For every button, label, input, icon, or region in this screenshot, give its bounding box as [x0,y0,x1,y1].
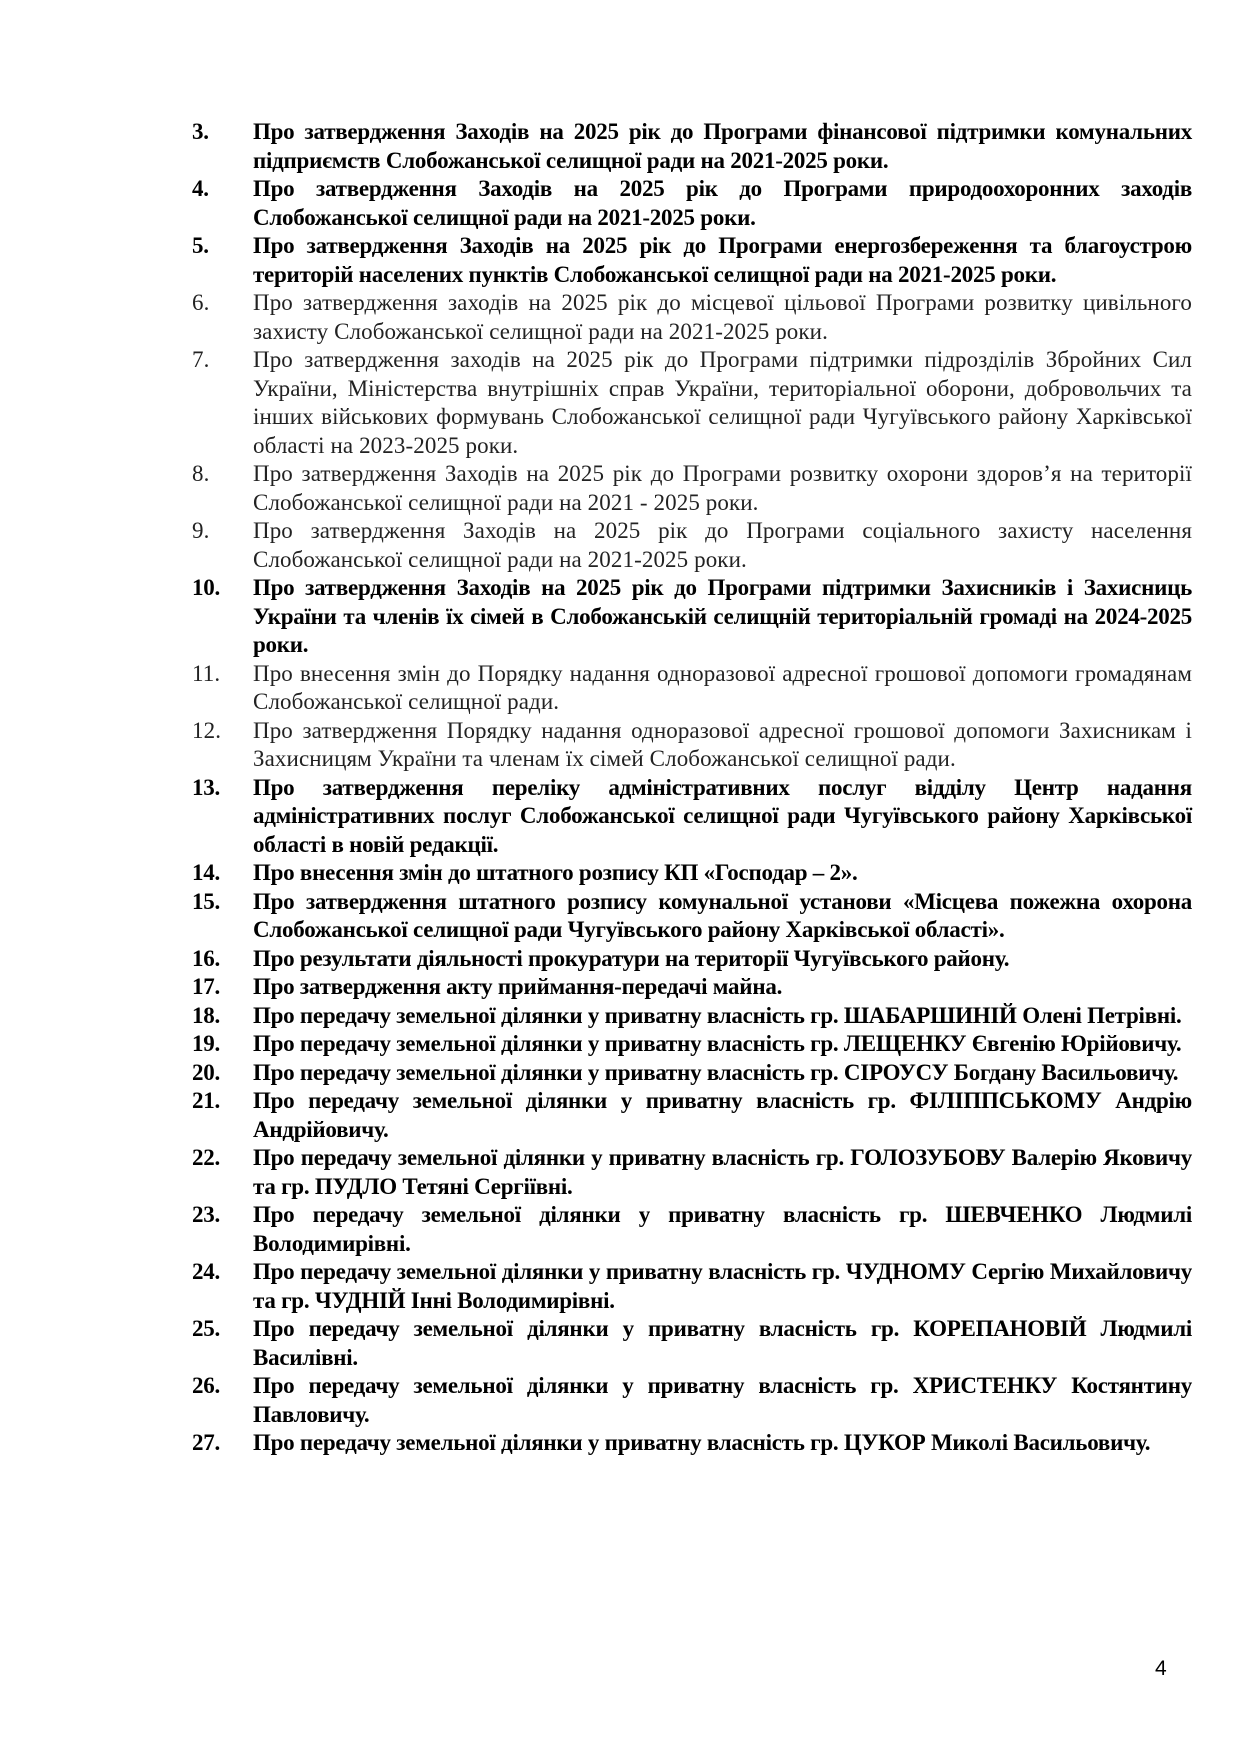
agenda-item [192,774,1192,860]
item-number: 4. [192,176,209,201]
agenda-item [192,973,1192,1002]
item-text: Про затвердження заходів на 2025 рік до Програми підтримки підрозділів Збройних Сил України, Міністерства внутрішніх справ України, територіальної оборони, добровольчих та інших військових формувань Слобожанської селищної ради Чугуївського району Харківської області на 2023-2025 роки. [253,347,1192,458]
agenda-item [192,1030,1192,1059]
agenda-item [192,175,1192,232]
agenda-item [192,289,1192,346]
agenda-item [192,232,1192,289]
agenda-item [192,1429,1192,1458]
item-number: 17. [192,974,220,999]
agenda-item [192,346,1192,460]
agenda-item [192,859,1192,888]
item-text: Про затвердження Заходів на 2025 рік до Програми енергозбереження та благоустрою територій населених пунктів Слобожанської селищної ради на 2021-2025 роки. [253,233,1192,287]
item-text: Про передачу земельної ділянки у приватну власність гр. ФІЛІППСЬКОМУ Андрію Андрійовичу. [253,1088,1192,1142]
item-text: Про результати діяльності прокуратури на території Чугуївського району. [253,945,1010,971]
agenda-list [192,118,1192,1458]
item-number: 5. [192,233,209,258]
item-text: Про затвердження Заходів на 2025 рік до Програми розвитку охорони здоров’я на території Слобожанської селищної ради на 2021 - 2025 роки. [253,461,1192,515]
item-text: Про передачу земельної ділянки у приватну власність гр. ЦУКОР Миколі Васильовичу. [253,1430,1151,1455]
item-number: 9. [192,518,210,543]
item-text: Про затвердження акту приймання-передачі майна. [253,974,783,999]
item-number: 26. [192,1373,220,1398]
agenda-item [192,1201,1192,1258]
item-number: 20. [192,1059,220,1085]
item-number: 16. [192,945,220,971]
item-number: 3. [192,119,209,144]
item-number: 22. [192,1145,220,1170]
item-number: 21. [192,1088,220,1113]
item-number: 7. [192,347,210,372]
item-text: Про затвердження Заходів на 2025 рік до Програми природоохоронних заходів Слобожанської селищної ради на 2021-2025 роки. [253,176,1192,230]
item-number: 6. [192,290,210,315]
item-number: 12. [192,717,222,743]
item-text: Про передачу земельної ділянки у приватну власність гр. ШЕВЧЕНКО Людмилі Володимирівні. [253,1202,1192,1256]
agenda-item [192,574,1192,660]
item-number: 10. [192,575,220,600]
item-number: 11. [192,660,221,686]
item-number: 19. [192,1031,220,1056]
item-text: Про внесення змін до штатного розпису КП «Господар – 2». [253,860,858,885]
item-number: 25. [192,1316,220,1341]
agenda-item [192,460,1192,517]
item-text: Про передачу земельної ділянки у приватну власність гр. ЛЕЩЕНКУ Євгенію Юрійовичу. [253,1031,1182,1056]
item-number: 14. [192,860,220,885]
agenda-item [192,945,1192,974]
agenda-item [192,1144,1192,1201]
agenda-item [192,1059,1192,1088]
item-number: 24. [192,1259,220,1284]
agenda-item [192,118,1192,175]
item-number: 27. [192,1430,220,1455]
item-text: Про затвердження Заходів на 2025 рік до Програми фінансової підтримки комунальних підприємств Слобожанської селищної ради на 2021-2025 роки. [253,119,1192,173]
item-text: Про затвердження штатного розпису комунальної установи «Місцева пожежна охорона Слобожанської селищної ради Чугуївського району Харківської області». [253,888,1192,942]
item-text: Про затвердження Заходів на 2025 рік до Програми соціального захисту населення Слобожанської селищної ради на 2021-2025 роки. [253,518,1192,572]
item-text: Про затвердження заходів на 2025 рік до місцевої цільової Програми розвитку цивільного захисту Слобожанської селищної ради на 2021-2025 роки. [253,290,1192,344]
item-text: Про затвердження переліку адміністративних послуг відділу Центр надання адміністративних послуг Слобожанської селищної ради Чугуївського району Харківської області в новій редакції. [253,774,1192,857]
item-number: 18. [192,1002,220,1028]
agenda-item [192,1087,1192,1144]
item-text: Про передачу земельної ділянки у приватну власність гр. ГОЛОЗУБОВУ Валерію Яковичу та гр. ПУДЛО Тетяні Сергіївні. [253,1145,1192,1199]
item-text: Про внесення змін до Порядку надання одноразової адресної грошової допомоги громадянам Слобожанської селищної ради. [253,660,1192,714]
item-text: Про передачу земельної ділянки у приватну власність гр. ШАБАРШИНІЙ Олені Петрівні. [253,1002,1182,1028]
agenda-item [192,1372,1192,1429]
agenda-item [192,1315,1192,1372]
item-number: 15. [192,888,220,914]
item-text: Про затвердження Порядку надання одноразової адресної грошової допомоги Захисникам і Захисницям України та членам їх сімей Слобожанської селищної ради. [253,717,1192,771]
agenda-item [192,660,1192,717]
agenda-item [192,517,1192,574]
page-number: 4 [1155,1657,1167,1680]
item-text: Про затвердження Заходів на 2025 рік до Програми підтримки Захисників і Захисниць України та членів їх сімей в Слобожанській селищній територіальній громаді на 2024-2025 роки. [253,575,1192,657]
item-text: Про передачу земельної ділянки у приватну власність гр. КОРЕПАНОВІЙ Людмилі Василівні. [253,1316,1192,1370]
item-text: Про передачу земельної ділянки у приватну власність гр. ХРИСТЕНКУ Костянтину Павловичу. [253,1373,1192,1427]
item-text: Про передачу земельної ділянки у приватну власність гр. ЧУДНОМУ Сергію Михайловичу та гр. ЧУДНІЙ Інні Володимирівні. [253,1259,1192,1313]
agenda-item [192,888,1192,945]
item-number: 8. [192,461,210,486]
agenda-item [192,1258,1192,1315]
item-number: 13. [192,774,220,800]
item-text: Про передачу земельної ділянки у приватну власність гр. СІРОУСУ Богдану Васильовичу. [253,1059,1179,1085]
agenda-item [192,717,1192,774]
agenda-item [192,1002,1192,1031]
item-number: 23. [192,1202,220,1227]
